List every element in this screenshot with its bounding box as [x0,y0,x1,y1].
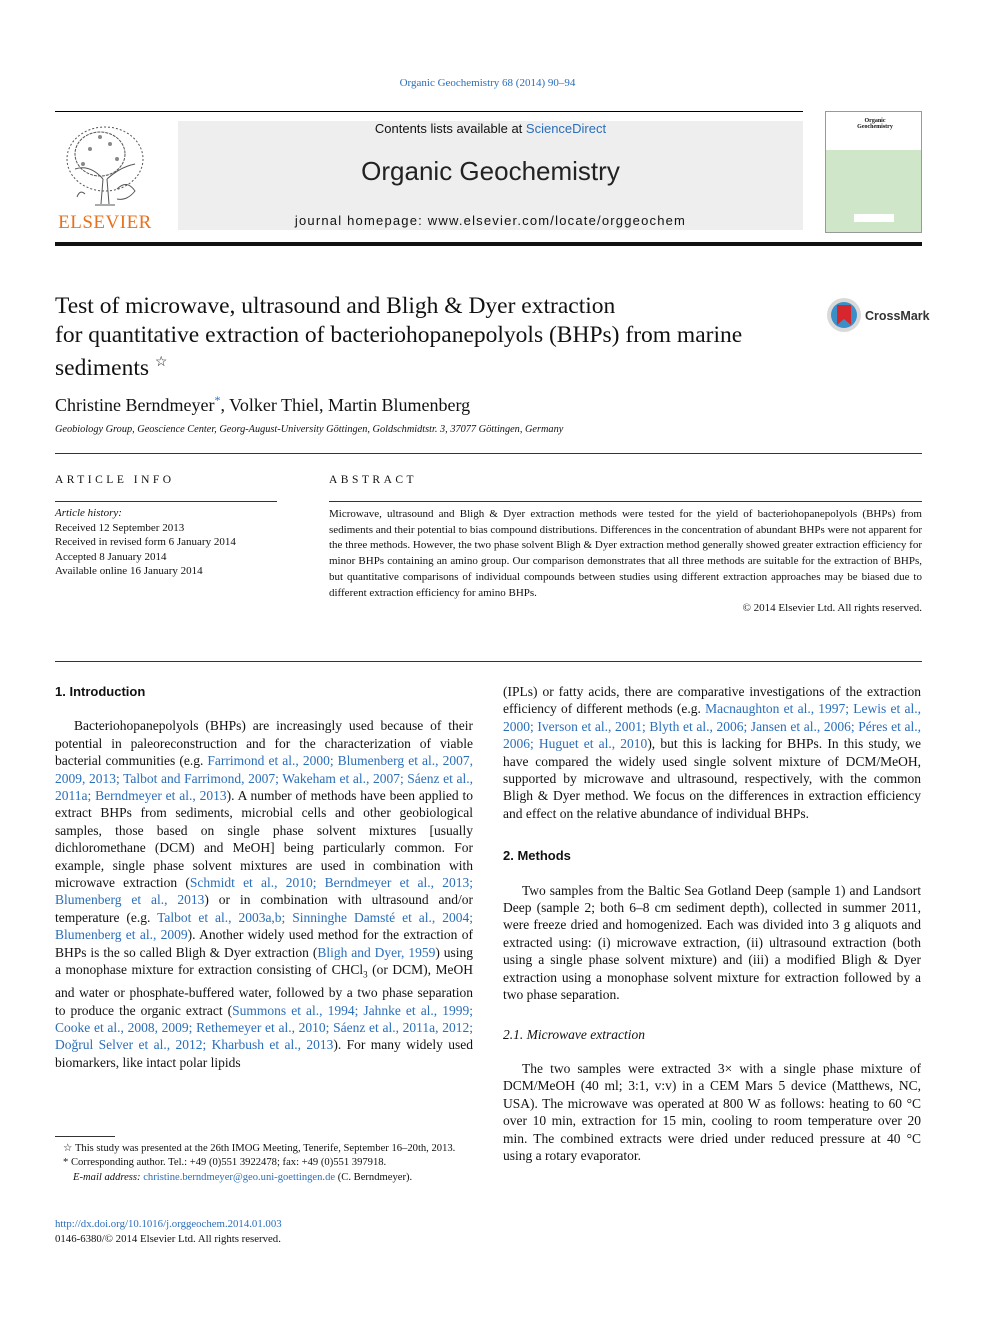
title-line-3: sediments [55,354,149,381]
footnote-email [55,1171,475,1185]
right-text-b: ), but this is lacking for BHPs. In this study, we have compared the widely used single solvent mixture of DCM/MeOH, supported by microwave and ultrasound, respectively, with the common Bligh & Dyer method. We focus on the differences in extraction efficiency and effect on the relative abundance of individual BHPs. [503,736,921,821]
footnote-presentation: ☆ This study was presented at the 26th IMOG Meeting, Tenerife, September 16–20th, 2013. [63,1143,456,1154]
journal-reference[interactable]: Organic Geochemistry 68 (2014) 90–94 [399,77,576,89]
chcl3-subscript: 3 [363,969,368,980]
article-title [55,292,815,382]
journal-cover-thumbnail[interactable] [825,111,922,233]
methods-paragraph: Two samples from the Baltic Sea Gotland Deep (sample 1) and Landsort Deep (sample 2; both 6–8 cm sediment depth), collected in summer 2011, were freeze dried and homogenized. Each was divided into 3 g aliquots and extracted using: (i) microwave extraction, (ii) ultrasound extraction (both using a single phase solvent mixture) and (iii) a modified Bligh & Dyer extraction using a monophase solvent mixture for extraction followed by a two phase separation. [503,882,921,1003]
citation-link[interactable]: Farrimond et al., 2000; Blumenberg et al., 2007, 2009, 2013; Talbot and Farrimond, 2007; Wakeham et al., 2007; Sáenz et al., 2011a; Berndmeyer et al., 2013 [55,753,473,804]
homepage-url[interactable]: www.elsevier.com/locate/orggeochem [427,213,687,228]
title-footnote-mark[interactable]: ☆ [154,355,168,370]
email-label: E-mail address: [73,1171,144,1183]
accepted-date: Accepted 8 January 2014 [55,550,167,563]
homepage-prefix: journal homepage: [294,213,428,228]
article-history [55,506,236,579]
email-suffix: (C. Berndmeyer). [335,1171,413,1183]
citation-link[interactable]: Bligh and Dyer, 1959 [317,944,436,960]
journal-homepage [178,213,803,228]
title-line-2: for quantitative extraction of bacteriohopanepolyols (BHPs) from marine [55,321,743,348]
citation-link[interactable]: Schmidt et al., 2010; Berndmeyer et al., 2013; Blumenberg et al., 2013 [55,875,473,908]
article-info-rule [55,501,277,502]
history-label: Article history: [55,507,122,519]
footnote-rule [55,1136,115,1137]
citation-link[interactable]: Macnaughton et al., 1997; Lewis et al., 2000; Iverson et al., 2001; Blyth et al., 2006; Jansen et al., 2006; Péres et al., 2006; Huguet et al., 2010 [503,701,921,752]
intro-text-c: ) or in combination with ultrasound and/or temperature (e.g. [55,892,473,925]
crossmark-badge[interactable] [826,297,930,335]
crossmark-label: CrossMark [865,309,930,323]
author-berndmeyer[interactable]: Christine Berndmeyer [55,395,215,415]
intro-text-b: ). A number of methods have been applied to extract BHPs from sediments, microbial cells and other geobiological samples, those based on single phase solvent mixtures [usually dichloromethane (DCM) and MeOH] being particularly common. For example, single phase solvent mixtures are used in combination with microwave extraction ( [55,788,473,891]
cover-publisher-mark [854,214,894,222]
section-rule [55,453,922,454]
doi-block [55,1217,282,1247]
affiliation: Geobiology Group, Geoscience Center, Georg-August-University Göttingen, Goldschmidtstr. 3, 37077 Göttingen, Germany [55,424,564,435]
doi-link[interactable]: http://dx.doi.org/10.1016/j.orggeochem.2014.01.003 [55,1218,282,1230]
journal-name: Organic Geochemistry [361,156,620,186]
microwave-paragraph: The two samples were extracted 3× with a single phase mixture of DCM/MeOH (40 ml; 3:1, v:v) in a CEM Mars 5 device (Matthews, NC, USA). The microwave was operated at 800 W as follows: heating to 60 °C over 10 min, extraction for 15 min, cooling to room temperature over 20 min. The combined extracts were dried under reduced pressure at 40 °C using a rotary evaporator. [503,1060,921,1163]
left-column [55,683,473,1071]
abstract-rule [329,501,922,502]
crossmark-icon [826,297,862,333]
intro-heading: 1. Introduction [55,684,146,699]
intro-text-g: ). For many widely used biomarkers, like intact polar lipids [55,1037,473,1070]
author-list [55,393,470,416]
methods-heading: 2. Methods [503,848,571,864]
abstract-bottom-rule [55,661,922,662]
authors-rest: , Volker Thiel, Martin Blumenberg [220,395,471,415]
citation-link[interactable]: Summons et al., 1994; Jahnke et al., 1999; Cooke et al., 2008, 2009; Rethemeyer et al., 2010; Sáenz et al., 2011a, 2012; Doğrul Selver et al., 2012; Kharbush et al., 2013 [55,1002,473,1053]
microwave-heading: 2.1. Microwave extraction [503,1026,645,1042]
corresponding-author-mark[interactable]: * [214,393,221,407]
issn-copyright: 0146-6380/© 2014 Elsevier Ltd. All rights reserved. [55,1233,281,1245]
cover-title: Organic Geochemistry [857,118,893,130]
email-link[interactable]: christine.berndmeyer@geo.uni-goettingen.de [143,1171,336,1183]
intro-text-a: Bacteriohopanepolyols (BHPs) are increasingly used because of their potential in paleoreconstruction and for the characterization of viable bacterial communities (e.g. [55,718,473,769]
sciencedirect-link[interactable]: ScienceDirect [525,121,607,136]
abstract [329,507,922,617]
intro-continued-paragraph [503,683,921,822]
intro-text-e: ) using a monophase mixture for extraction consisting of CHCl [55,944,473,978]
footnote-corresponding: * Corresponding author. Tel.: +49 (0)551 3922478; fax: +49 (0)551 397918. [63,1157,387,1169]
intro-paragraph [55,717,473,1071]
contents-line [178,121,803,136]
elsevier-logo[interactable] [55,119,155,233]
intro-text-f: (or DCM), MeOH and water or phosphate-buffered water, followed by a two phase separation to produce the organic extract ( [55,962,473,1018]
intro-text-d: ). Another widely used method for the extraction of BHPs is the so called Bligh & Dyer extraction ( [55,927,473,960]
header-thick-rule [55,242,922,246]
title-line-1: Test of microwave, ultrasound and Bligh & Dyer extraction [55,293,616,319]
revised-date: Received in revised form 6 January 2014 [55,536,236,549]
right-text-a: (IPLs) or fatty acids, there are comparative investigations of the extraction efficiency of different methods (e.g. [503,684,921,717]
abstract-text: Microwave, ultrasound and Bligh & Dyer extraction methods were tested for the yield of bacteriohopanepolyols (BHPs) from sediments and their potential to bias compound distributions. Differences in the concentration of abundant BHPs were not apparent for the three methods. However, the two phase solvent Bligh & Dyer extraction method generally showed greater extraction efficiency for minor BHPs containing an amino group. Our comparison demonstrates that all three methods are suitable for the extraction of BHPs, but quantitative comparisons of individual compounds between studies using different extraction approaches may be biased due to different extraction efficiency for amino BHPs. [329,508,922,599]
article-info-heading: ARTICLE INFO [55,474,175,486]
citation-link[interactable]: Talbot et al., 2003a,b; Sinninghe Damsté et al., 2004; Blumenberg et al., 2009 [55,909,473,943]
elsevier-wordmark: ELSEVIER [58,212,152,233]
online-date: Available online 16 January 2014 [55,565,203,578]
received-date: Received 12 September 2013 [55,521,185,534]
contents-prefix: Contents lists available at [374,121,526,136]
abstract-copyright: © 2014 Elsevier Ltd. All rights reserved. [742,602,922,615]
right-column [503,683,921,1164]
footnotes [55,1142,475,1185]
header-rule [55,111,803,112]
abstract-heading: ABSTRACT [329,474,418,486]
